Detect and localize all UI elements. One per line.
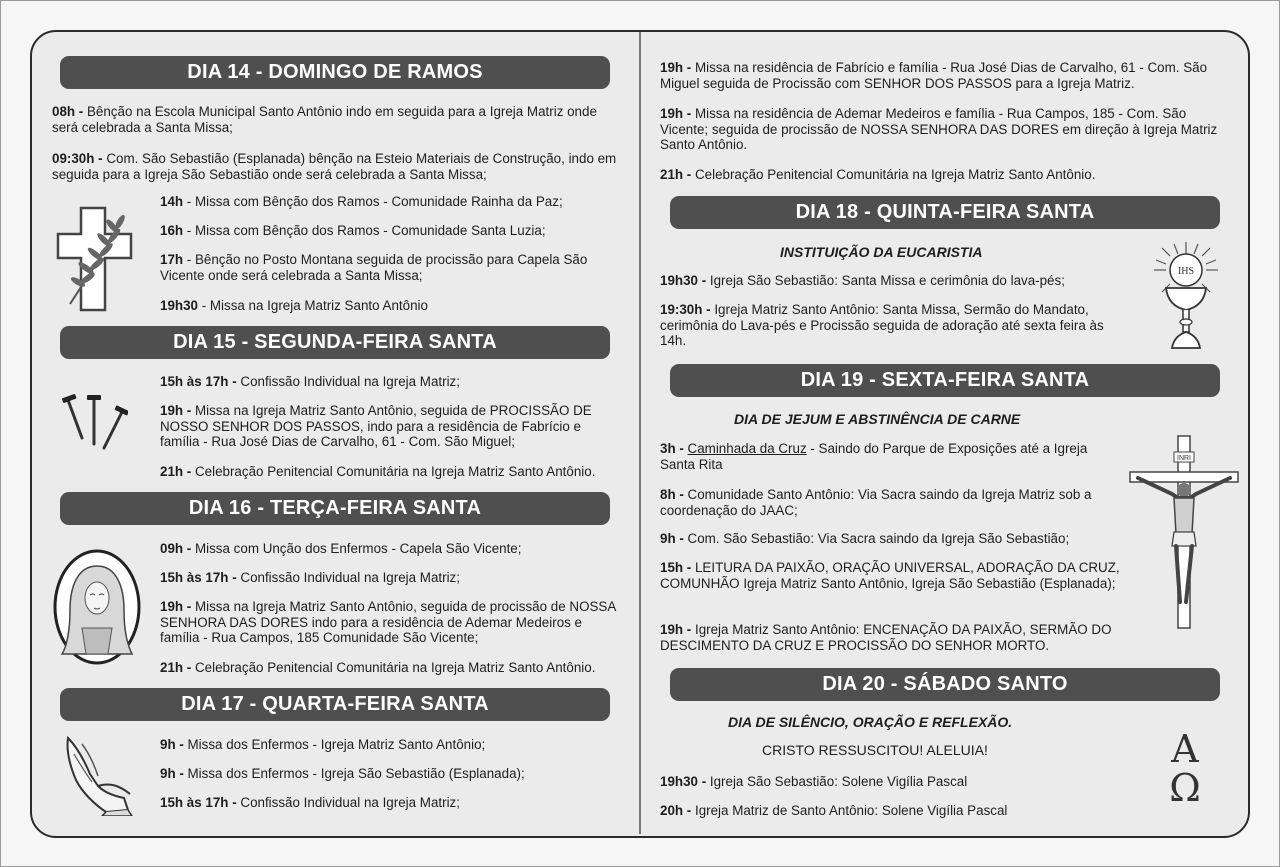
day-19-subtitle: DIA DE JEJUM E ABSTINÊNCIA DE CARNE [734, 411, 1021, 427]
inri-text: INRI [1177, 455, 1191, 462]
day-15-item-3: 21h - Celebração Penitencial Comunitária na Igreja Matriz Santo Antônio. [160, 464, 596, 479]
cross-with-palm-icon [54, 204, 136, 314]
day-17-item-5: 19h - Missa na residência de Ademar Medeiros e família - Rua Campos, 185 - Com. São Vicente; seguida de procissão de NOSSA SENHORA DAS DORES em direção à Igreja Matriz Santo Antônio. [660, 106, 1218, 152]
day-17-item-1: 9h - Missa dos Enfermos - Igreja Matriz Santo Antônio; [160, 737, 486, 752]
day-15-item-1: 15h às 17h - Confissão Individual na Igreja Matriz; [160, 374, 460, 389]
day-18-item-1: 19h30 - Igreja São Sebastião: Santa Missa e cerimônia do lava-pés; [660, 273, 1065, 288]
day-15-item-2: 19h - Missa na Igreja Matriz Santo Antônio, seguida de PROCISSÃO DE NOSSO SENHOR DOS PASSOS, indo para a residência de Fabrício e família - Rua José Dias de Carvalho, 61 - Com. São Miguel; [160, 403, 592, 449]
day-14-banner: DIA 14 - DOMINGO DE RAMOS [60, 56, 610, 89]
day-17-item-6: 21h - Celebração Penitencial Comunitária na Igreja Matriz Santo Antônio. [660, 167, 1096, 182]
day-17-item-2: 9h - Missa dos Enfermos - Igreja São Sebastião (Esplanada); [160, 766, 525, 781]
day-18-subtitle: INSTITUIÇÃO DA EUCARISTIA [780, 244, 983, 260]
day-14-item-4: 16h - Missa com Bênção dos Ramos - Comunidade Santa Luzia; [160, 223, 546, 238]
three-nails-icon [60, 394, 128, 454]
day-19-item-5: 19h - Igreja Matriz Santo Antônio: ENCENAÇÃO DA PAIXÃO, SERMÃO DO DESCIMENTO DA CRUZ E PROCISSÃO DO SENHOR MORTO. [660, 622, 1112, 653]
day-18-item-2: 19:30h - Igreja Matriz Santo Antônio: Santa Missa, Sermão do Mandato, cerimônia do Lava-pés e Procissão seguida de adoração até sexta feira às 14h. [660, 302, 1104, 348]
day-19-item-4: 15h - LEITURA DA PAIXÃO, ORAÇÃO UNIVERSAL, ADORAÇÃO DA CRUZ, COMUNHÃO Igreja Matriz Santo Antônio, Igreja São Sebastião (Esplanada); [660, 560, 1120, 591]
day-19-item-3: 9h - Com. São Sebastião: Via Sacra saindo da Igreja São Sebastião; [660, 531, 1070, 546]
day-20-banner: DIA 20 - SÁBADO SANTO [670, 668, 1220, 701]
day-14-item-6: 19h30 - Missa na Igreja Matriz Santo Antônio [160, 298, 428, 313]
host-ihs-text: IHS [1177, 266, 1195, 277]
day-19-item-1: 3h - Caminhada da Cruz - Saindo do Parque de Exposições até a Igreja Santa Rita [660, 441, 1088, 472]
day-16-banner: DIA 16 - TERÇA-FEIRA SANTA [60, 492, 610, 525]
day-17-item-4: 19h - Missa na residência de Fabrício e família - Rua José Dias de Carvalho, 61 - Com. São Miguel seguida de Procissão com SENHOR DOS PASSOS para a Igreja Matriz. [660, 60, 1208, 91]
alpha-symbol: A [1171, 727, 1199, 771]
day-16-item-4: 21h - Celebração Penitencial Comunitária na Igreja Matriz Santo Antônio. [160, 660, 596, 675]
crucifix-icon [1128, 434, 1240, 630]
day-19-item-2: 8h - Comunidade Santo Antônio: Via Sacra saindo da Igreja Matriz sob a coordenação do JAAC; [660, 487, 1092, 518]
alpha-omega-icon [1160, 727, 1210, 810]
omega-symbol: Ω [1169, 766, 1201, 810]
day-17-banner: DIA 17 - QUARTA-FEIRA SANTA [60, 688, 610, 721]
caminhada-da-cruz-link: Caminhada da Cruz [687, 441, 807, 456]
day-19-banner: DIA 19 - SEXTA-FEIRA SANTA [670, 364, 1220, 397]
day-17-item-3: 15h às 17h - Confissão Individual na Igreja Matriz; [160, 795, 460, 810]
day-16-item-1: 09h - Missa com Unção dos Enfermos - Capela São Vicente; [160, 541, 522, 556]
day-14-item-3: 14h - Missa com Bênção dos Ramos - Comunidade Rainha da Paz; [160, 194, 563, 209]
day-16-item-3: 19h - Missa na Igreja Matriz Santo Antônio, seguida de procissão de NOSSA SENHORA DAS DORES indo para a residência de Ademar Medeiros e família - Rua Campos, 185 Comunidade São Vicente; [160, 599, 616, 645]
day-14-item-1: 08h - Bênção na Escola Municipal Santo Antônio indo em seguida para a Igreja Matriz onde será celebrada a Santa Missa; [52, 104, 597, 135]
day-20-subtitle: DIA DE SILÊNCIO, ORAÇÃO E REFLEXÃO. [728, 714, 1013, 730]
column-divider [639, 32, 641, 834]
praying-hands-icon [58, 734, 134, 816]
day-14-item-5: 17h - Bênção no Posto Montana seguida de procissão para Capela São Vicente onde será celebrada a Santa Missa; [160, 252, 588, 283]
chalice-host-icon [1150, 240, 1222, 354]
day-20-item-2: 20h - Igreja Matriz de Santo Antônio: Solene Vigília Pascal [660, 803, 1008, 818]
day-20-item-1: 19h30 - Igreja São Sebastião: Solene Vigília Pascal [660, 774, 968, 789]
day-15-banner: DIA 15 - SEGUNDA-FEIRA SANTA [60, 326, 610, 359]
day-14-item-2: 09:30h - Com. São Sebastião (Esplanada) bênção na Esteio Materiais de Construção, indo em seguida para a Igreja São Sebastião onde será celebrada a Santa Missa; [52, 151, 617, 182]
day-16-item-2: 15h às 17h - Confissão Individual na Igreja Matriz; [160, 570, 460, 585]
day-20-proclamation: CRISTO RESSUSCITOU! ALELUIA! [762, 742, 988, 758]
day-18-banner: DIA 18 - QUINTA-FEIRA SANTA [670, 196, 1220, 229]
virgin-mary-portrait-icon [52, 548, 142, 666]
